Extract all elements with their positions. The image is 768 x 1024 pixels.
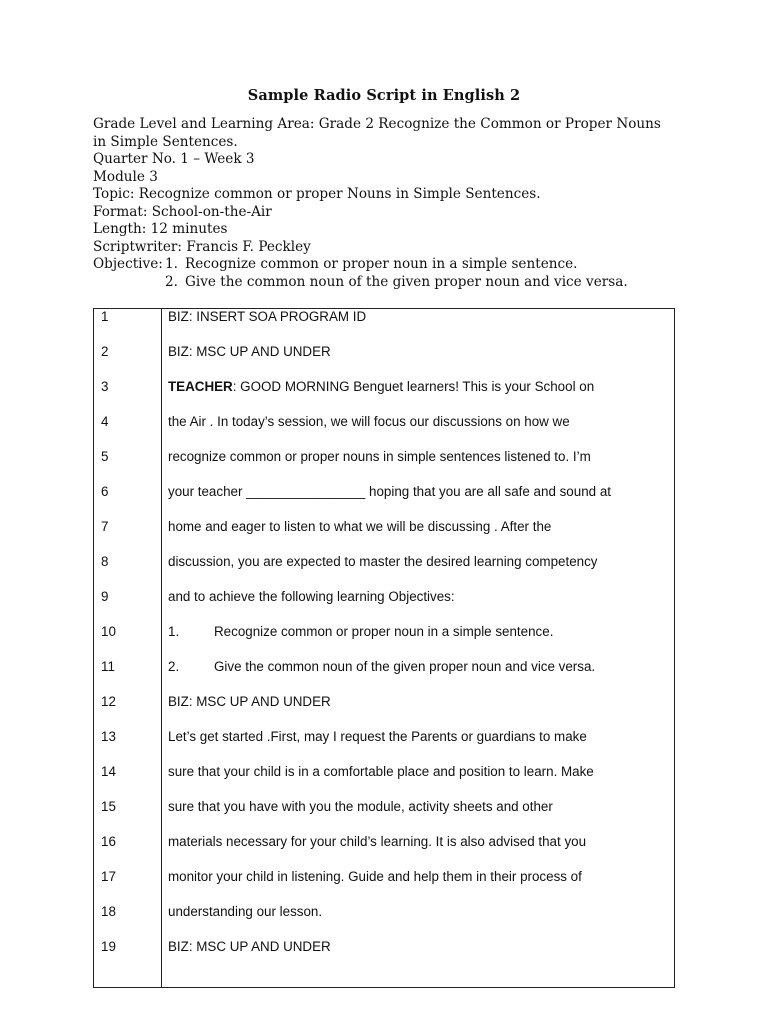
grade-level-line-2: in Simple Sentences. [93,133,238,150]
script-row [94,764,674,799]
line-number: 15 [101,799,116,814]
line-number: 9 [101,589,109,604]
script-text: recognize common or proper nouns in simple sentences listened to. I’m [168,449,591,464]
script-row [94,449,674,484]
script-row [94,414,674,449]
script-text: the Air . In today’s session, we will focus our discussions on how we [168,414,570,429]
document-header [93,116,683,291]
script-text [168,624,553,639]
speaker-line: : GOOD MORNING Benguet learners! This is your School on [232,379,595,394]
script-row [94,834,674,869]
script-text: sure that your child is in a comfortable place and position to learn. Make [168,764,594,779]
script-text: home and eager to listen to what we will be discussing . After the [168,519,552,534]
line-number: 10 [101,624,116,639]
script-text: BIZ: MSC UP AND UNDER [168,344,331,359]
script-row [94,589,674,624]
script-row [94,484,674,519]
script-text [168,659,595,674]
script-row [94,904,674,939]
line-number: 16 [101,834,116,849]
line-number: 18 [101,904,116,919]
line-number: 1 [101,309,109,324]
script-row [94,624,674,659]
script-row [94,729,674,764]
line-number: 2 [101,344,109,359]
script-row [94,869,674,904]
line-number: 12 [101,694,116,709]
line-number: 19 [101,939,116,954]
script-row [94,519,674,554]
script-text: BIZ: MSC UP AND UNDER [168,694,331,709]
line-number: 4 [101,414,109,429]
objective-number: 2. [165,273,178,290]
script-text: and to achieve the following learning Objectives: [168,589,455,604]
module-line: Module 3 [93,168,158,185]
line-number: 3 [101,379,109,394]
line-number: 13 [101,729,116,744]
script-row [94,309,674,344]
script-text: monitor your child in listening. Guide and help them in their process of [168,869,582,884]
script-row [94,344,674,379]
speaker-label: TEACHER [168,379,233,394]
list-text: Recognize common or proper noun in a simple sentence. [214,624,554,639]
script-row [94,694,674,729]
script-row [94,379,674,414]
script-text: sure that you have with you the module, activity sheets and other [168,799,553,814]
list-text: Give the common noun of the given proper noun and vice versa. [214,659,596,674]
line-number: 7 [101,519,109,534]
list-number: 1. [168,624,180,639]
script-text: BIZ: INSERT SOA PROGRAM ID [168,309,367,324]
objective-text: Give the common noun of the given proper noun and vice versa. [185,273,628,290]
scriptwriter-line: Scriptwriter: Francis F. Peckley [93,238,311,255]
objective-row-1 [93,256,683,274]
line-number: 5 [101,449,109,464]
list-number: 2. [168,659,180,674]
script-text: your teacher ________________ hoping that you are all safe and sound at [168,484,611,499]
script-table [93,308,675,988]
line-number: 17 [101,869,116,884]
script-text: understanding our lesson. [168,904,323,919]
format-line: Format: School-on-the-Air [93,203,272,220]
quarter-line: Quarter No. 1 – Week 3 [93,151,255,167]
script-row [94,554,674,589]
length-line: Length: 12 minutes [93,221,228,237]
grade-level-line-1: Grade Level and Learning Area: Grade 2 Recognize the Common or Proper Nouns [93,116,661,132]
script-row [94,939,674,974]
script-text [168,379,594,394]
script-row [94,799,674,834]
script-text: materials necessary for your child’s learning. It is also advised that you [168,834,587,849]
line-number: 6 [101,484,109,499]
objective-label: Objective: [93,256,163,272]
script-text: discussion, you are expected to master the desired learning competency [168,554,598,569]
document-title: Sample Radio Script in English 2 [247,87,521,104]
line-number: 11 [101,659,115,674]
topic-line: Topic: Recognize common or proper Nouns in Simple Sentences. [93,186,541,202]
objective-text: Recognize common or proper noun in a simple sentence. [185,256,578,272]
script-row [94,659,674,694]
line-number: 14 [101,764,116,779]
script-text: BIZ: MSC UP AND UNDER [168,939,331,954]
line-number: 8 [101,554,109,569]
objective-number: 1. [165,256,178,272]
objective-row-2 [93,274,683,292]
script-text: Let’s get started .First, may I request the Parents or guardians to make [168,729,587,744]
